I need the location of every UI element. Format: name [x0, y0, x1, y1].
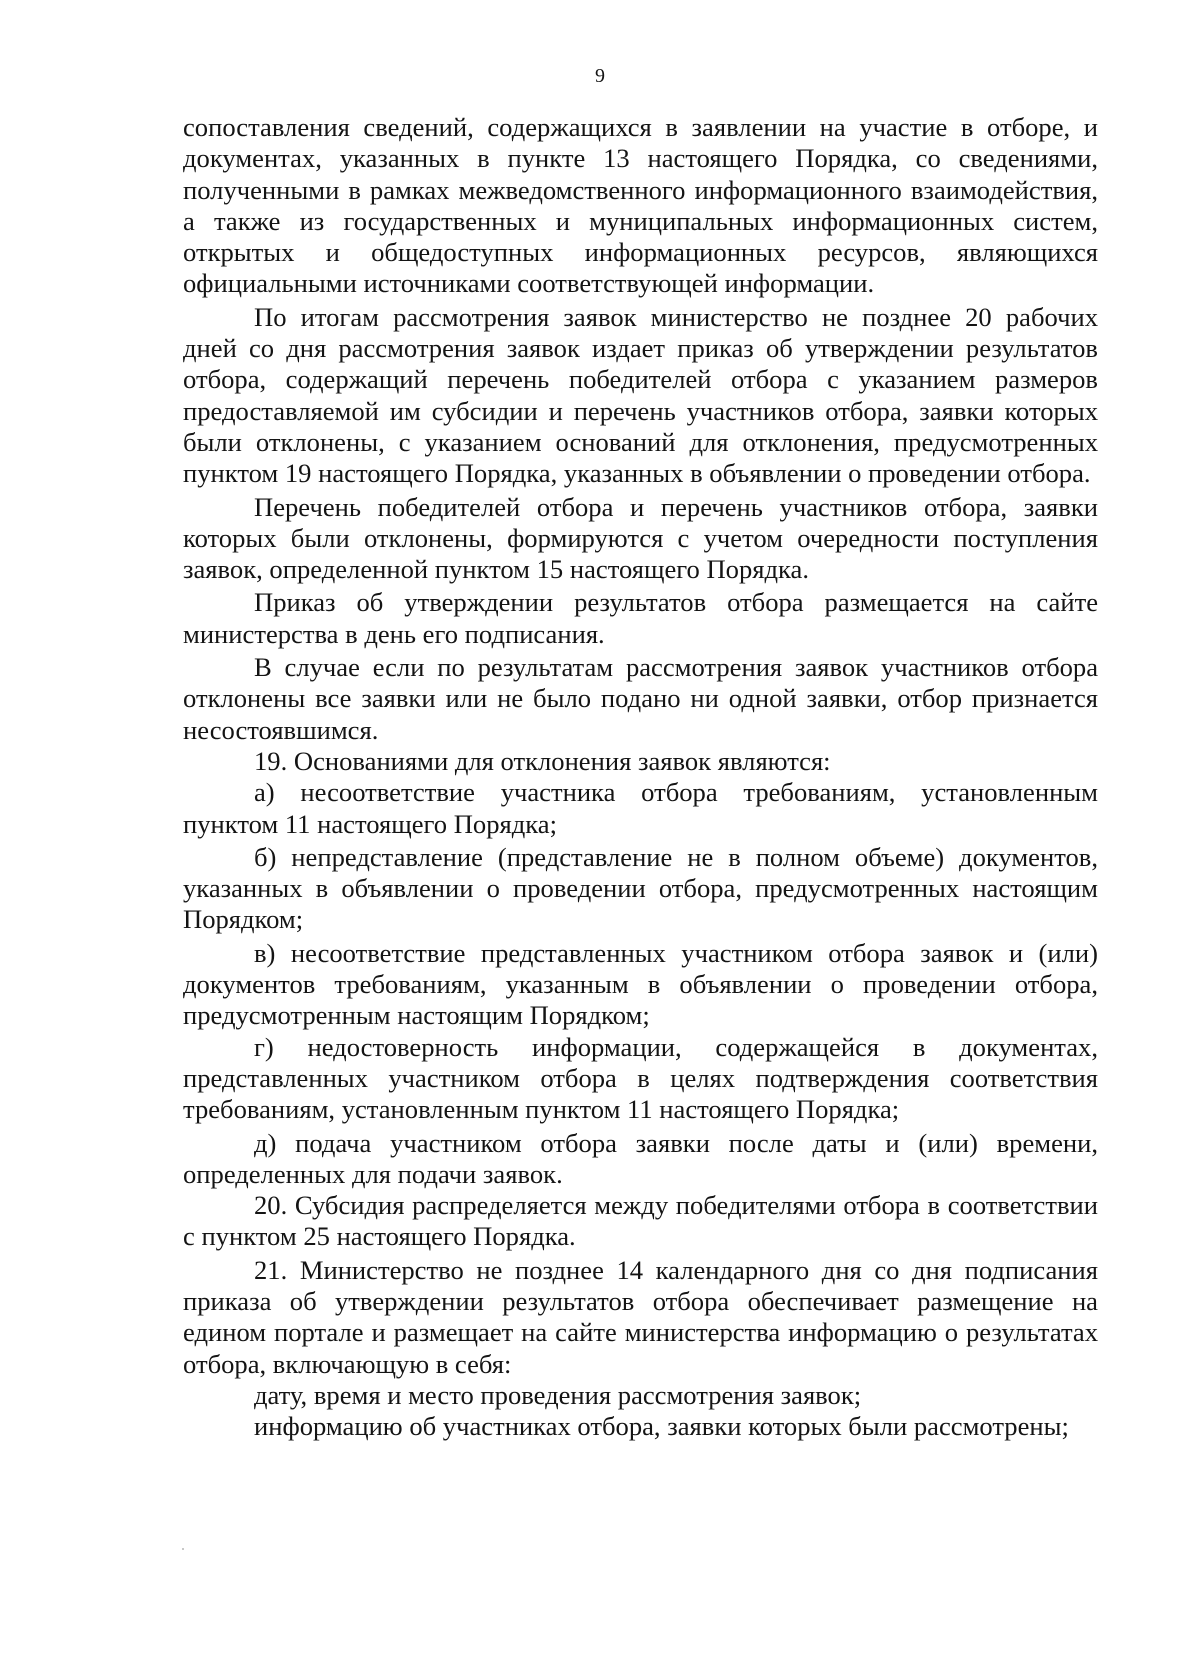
paragraph-continuation: сопоставления сведений, содержащихся в заявлении на участие в отборе, и документах, указанных в пункте 13 настоящего Порядка, со сведениями, полученными в рамках межведомственного информационного взаимодействия, а также из государственных и муниципальных информационных систем, открытых и общедоступных информационных ресурсов, являющихся официальными источниками соответствующей информации. [183, 112, 1098, 299]
scan-speck [182, 1548, 184, 1550]
paragraph-results-order: По итогам рассмотрения заявок министерство не позднее 20 рабочих дней со дня рассмотрения заявок издает приказ об утверждении результатов отбора, содержащий перечень победителей отбора с указанием размеров предоставляемой им субсидии и перечень участников отбора, заявки которых были отклонены, с указанием оснований для отклонения, предусмотренных пунктом 19 настоящего Порядка, указанных в объявлении о проведении отбора. [183, 301, 1098, 489]
clause-20: 20. Субсидия распределяется между победителями отбора в соответствии с пунктом 25 настоящего Порядка. [183, 1190, 1098, 1252]
clause-21: 21. Министерство не позднее 14 календарного дня со дня подписания приказа об утверждении результатов отбора обеспечивает размещение на едином портале и размещает на сайте министерства информацию о результатах отбора, включающую в себя: [183, 1254, 1098, 1379]
paragraph-winners-list: Перечень победителей отбора и перечень участников отбора, заявки которых были отклонены, формируются с учетом очередности поступления заявок, определенной пунктом 15 настоящего Порядка. [183, 491, 1098, 585]
clause-19-item-v: в) несоответствие представленных участником отбора заявок и (или) документов требованиям, указанным в объявлении о проведении отбора, предусмотренным настоящим Порядком; [183, 937, 1098, 1031]
paragraph-order-publication: Приказ об утверждении результатов отбора размещается на сайте министерства в день его подписания. [183, 587, 1098, 649]
clause-21-item-participants: информацию об участниках отбора, заявки которых были рассмотрены; [254, 1411, 1069, 1442]
clause-19-item-d: д) подача участником отбора заявки после даты и (или) времени, определенных для подачи заявок. [183, 1127, 1098, 1189]
page-number: 9 [595, 65, 605, 87]
clause-19-item-a: а) несоответствие участника отбора требованиям, установленным пунктом 11 настоящего Порядка; [183, 777, 1098, 839]
paragraph-failed-selection: В случае если по результатам рассмотрения заявок участников отбора отклонены все заявки или не было подано ни одной заявки, отбор признается несостоявшимся. [183, 652, 1098, 745]
document-body [183, 112, 1098, 1442]
clause-19-heading: 19. Основаниями для отклонения заявок являются: [254, 745, 831, 776]
clause-19-item-g: г) недостоверность информации, содержащейся в документах, представленных участником отбора в целях подтверждения соответствия требованиям, установленным пунктом 11 настоящего Порядка; [183, 1031, 1098, 1125]
clause-19-item-b: б) непредставление (представление не в полном объеме) документов, указанных в объявлении о проведении отбора, предусмотренных настоящим Порядком; [183, 841, 1098, 935]
clause-21-item-date: дату, время и место проведения рассмотрения заявок; [254, 1379, 862, 1410]
